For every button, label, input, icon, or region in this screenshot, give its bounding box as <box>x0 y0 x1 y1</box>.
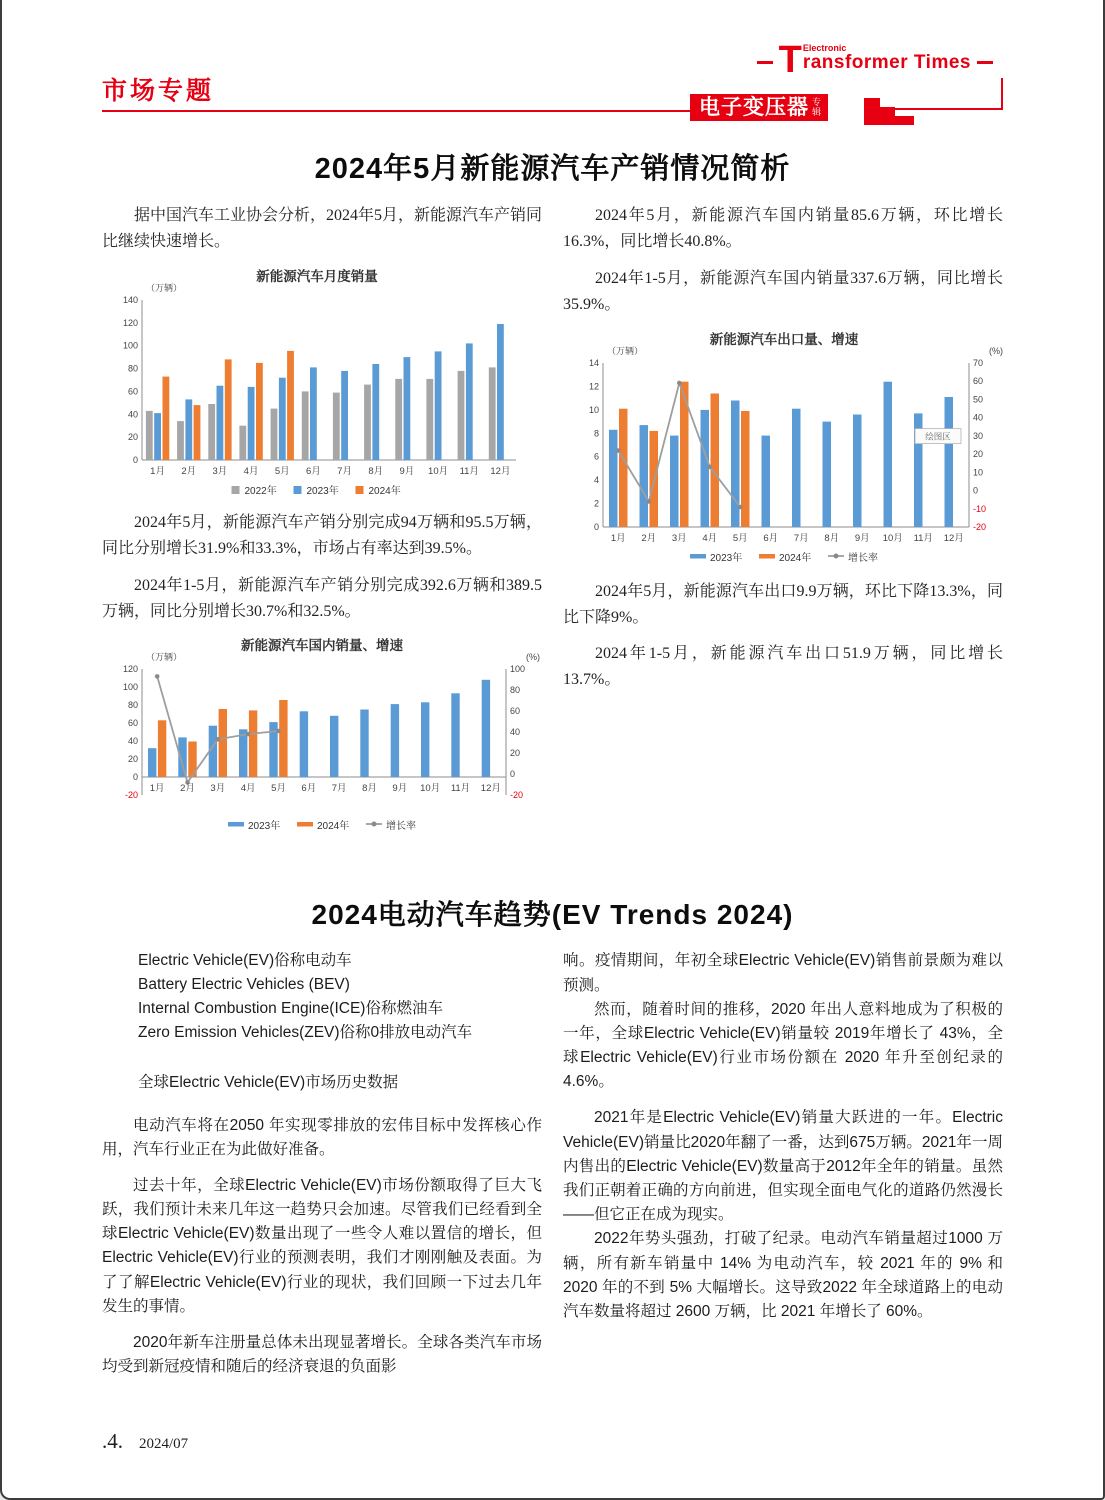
svg-text:11月: 11月 <box>450 783 471 795</box>
svg-text:70: 70 <box>973 357 984 368</box>
svg-text:9月: 9月 <box>854 532 870 544</box>
paragraph: 2021年是Electric Vehicle(EV)销量大跃进的一年。Electric Vehicle(EV)销量比2020年翻了一番，达到675万辆。2021年一周内售出的Electric Vehicle(EV)数量高于2012年全年的销量。虽然我们正朝着正确的方向前进，但实现全面电气化的道路仍然漫长——但它正在成为现实。 <box>563 1109 1003 1224</box>
logo-suffix: 专辑 <box>812 97 822 117</box>
svg-text:（万辆）: （万辆） <box>607 345 644 356</box>
svg-text:10月: 10月 <box>428 465 449 477</box>
svg-text:2022年: 2022年 <box>244 485 277 497</box>
article1-columns <box>102 203 1003 837</box>
definition-line: Zero Emission Vehicles(ZEV)俗称0排放电动汽车 <box>138 1024 473 1042</box>
svg-text:7月: 7月 <box>331 783 347 795</box>
ev-definitions <box>102 949 542 1045</box>
paragraph: 2024年5月，新能源汽车产销分别完成94万辆和95.5万辆，同比分别增长31.9%和33.3%，市场占有率达到39.5%。 <box>102 513 542 557</box>
svg-text:4月: 4月 <box>243 465 259 477</box>
svg-text:10: 10 <box>588 404 599 415</box>
svg-text:100: 100 <box>122 340 138 351</box>
monthly-sales-chart <box>102 266 532 502</box>
svg-text:0: 0 <box>132 454 138 465</box>
svg-text:10月: 10月 <box>420 783 441 795</box>
svg-text:绘图区: 绘图区 <box>925 431 951 442</box>
svg-text:2024年: 2024年 <box>317 821 350 833</box>
svg-text:增长率: 增长率 <box>848 552 878 564</box>
paragraph: 响。疫情期间，年初全球Electric Vehicle(EV)销售前景颇为难以预测。 <box>563 952 1003 994</box>
svg-text:140: 140 <box>122 294 138 305</box>
svg-text:40: 40 <box>510 727 521 738</box>
svg-text:-20: -20 <box>973 521 987 532</box>
section-label: 市场专题 <box>102 77 215 105</box>
svg-text:60: 60 <box>127 386 138 397</box>
svg-text:8: 8 <box>593 427 599 438</box>
svg-text:2024年: 2024年 <box>368 485 401 497</box>
brand-dash-left <box>757 61 773 64</box>
svg-text:14: 14 <box>588 357 599 368</box>
svg-text:-20: -20 <box>124 790 138 801</box>
svg-text:2023年: 2023年 <box>306 485 339 497</box>
page-footer <box>102 1429 188 1454</box>
paragraph: 2024年1-5月，新能源汽车国内销量337.6万辆，同比增长35.9%。 <box>563 269 1003 313</box>
article2-right-column <box>563 949 1003 1391</box>
svg-text:5月: 5月 <box>274 465 290 477</box>
svg-text:2023年: 2023年 <box>710 552 743 564</box>
svg-text:6月: 6月 <box>301 783 317 795</box>
paragraph: 2024年5月，新能源汽车国内销量85.6万辆，环比增长16.3%，同比增长40.8%。 <box>563 207 1003 250</box>
svg-text:增长率: 增长率 <box>386 821 416 833</box>
svg-text:60: 60 <box>510 706 521 717</box>
article2-subhead: 全球Electric Vehicle(EV)市场历史数据 <box>138 1073 399 1091</box>
svg-text:3月: 3月 <box>210 783 226 795</box>
paragraph: 电动汽车将在2050 年实现零排放的宏伟目标中发挥核心作用，汽车行业正在为此做好准备。 <box>102 1116 542 1158</box>
svg-text:新能源汽车国内销量、增速: 新能源汽车国内销量、增速 <box>241 638 403 654</box>
brand-times: ransformer Times <box>802 52 971 73</box>
svg-text:6: 6 <box>593 451 599 462</box>
svg-text:20: 20 <box>127 754 138 765</box>
svg-text:80: 80 <box>510 685 521 696</box>
svg-text:新能源汽车出口量、增速: 新能源汽车出口量、增速 <box>709 331 859 347</box>
brand-initial: T <box>778 39 802 81</box>
definition-line: Electric Vehicle(EV)俗称电动车 <box>138 952 352 970</box>
logo-text: 电子变压器 <box>699 96 809 119</box>
svg-text:100: 100 <box>122 682 138 693</box>
svg-text:2: 2 <box>593 498 599 509</box>
svg-text:3月: 3月 <box>212 465 228 477</box>
svg-text:12月: 12月 <box>480 783 501 795</box>
header-rule-right <box>881 108 1003 110</box>
svg-text:40: 40 <box>127 409 138 420</box>
svg-text:7月: 7月 <box>793 532 809 544</box>
svg-text:10月: 10月 <box>882 532 903 544</box>
paragraph: 过去十年，全球Electric Vehicle(EV)市场份额取得了巨大飞跃，我们预计未来几年这一趋势只会加速。尽管我们已经看到全球Electric Vehicle(EV)数量出现了一些令人难以置信的增长，但Electric Vehicle(EV)行业的预测表明，我们才刚刚触及表面。为了了解Electric Vehicle(EV)行业的现状，我们回顾一下过去几年发生的事情。 <box>102 1176 542 1315</box>
svg-text:20: 20 <box>510 748 521 759</box>
article1-right-column <box>563 203 1003 837</box>
page-number: .4. <box>102 1429 123 1453</box>
svg-text:8月: 8月 <box>368 465 384 477</box>
paragraph: 2024年1-5月，新能源汽车出口51.9万辆，同比增长13.7%。 <box>563 645 1003 689</box>
svg-text:8月: 8月 <box>824 532 840 544</box>
svg-text:50: 50 <box>973 394 984 405</box>
paragraph: 然而，随着时间的推移，2020 年出人意料地成为了积极的一年，全球Electric Vehicle(EV)销量较 2019年增长了 43%，全球Electric Vehicle(EV)行业市场份额在 2020 年升至创纪录的 4.6%。 <box>563 1000 1003 1091</box>
header-rule-left <box>102 110 692 112</box>
header-rule-right-vertical <box>1001 78 1003 110</box>
svg-text:1月: 1月 <box>149 783 165 795</box>
paragraph: 2020年新车注册量总体未出现显著增长。全球各类汽车市场均受到新冠疫情和随后的经济衰退的负面影 <box>102 1333 542 1376</box>
svg-text:11月: 11月 <box>913 532 933 544</box>
page-header <box>102 39 1003 119</box>
svg-text:60: 60 <box>973 375 984 386</box>
svg-text:(%): (%) <box>989 345 1003 356</box>
svg-text:2月: 2月 <box>641 532 657 544</box>
magazine-logo <box>690 94 828 121</box>
article1-title: 2024年5月新能源汽车产销情况简析 <box>314 153 791 185</box>
svg-text:0: 0 <box>973 485 979 496</box>
article2-left-column <box>102 949 542 1391</box>
svg-text:40: 40 <box>127 736 138 747</box>
svg-text:6月: 6月 <box>306 465 321 477</box>
svg-text:12月: 12月 <box>943 532 964 544</box>
paragraph: 2024年1-5月，新能源汽车产销分别完成392.6万辆和389.5万辆，同比分别增长30.7%和32.5%。 <box>102 576 542 620</box>
svg-text:0: 0 <box>510 769 516 780</box>
issue-date: 2024/07 <box>139 1436 189 1452</box>
svg-text:9月: 9月 <box>392 783 408 795</box>
svg-text:-20: -20 <box>510 790 524 801</box>
svg-text:4月: 4月 <box>702 532 718 544</box>
svg-text:2024年: 2024年 <box>779 552 812 564</box>
svg-text:20: 20 <box>973 448 984 459</box>
svg-text:1月: 1月 <box>150 465 165 477</box>
paragraph: 2024年5月，新能源汽车出口9.9万辆，环比下降13.3%，同比下降9%。 <box>563 582 1003 626</box>
svg-text:30: 30 <box>973 430 984 441</box>
brand-electronic: Electronic <box>802 43 847 53</box>
svg-text:80: 80 <box>127 363 138 374</box>
svg-text:2023年: 2023年 <box>248 821 281 833</box>
svg-text:80: 80 <box>127 700 138 711</box>
svg-text:4月: 4月 <box>240 783 256 795</box>
svg-text:4: 4 <box>593 474 599 485</box>
svg-text:1月: 1月 <box>610 532 626 544</box>
paragraph: 2022年势头强劲，打破了纪录。电动汽车销量超过1000 万辆，所有新车销量中 14% 为电动汽车，较 2021 年的 9% 和 2020 年的不到 5% 大幅增长。这导致2022 年全球道路上的电动汽车数量将超过 2600 万辆，比 2021 年增长了 60%。 <box>563 1230 1003 1320</box>
svg-text:3月: 3月 <box>671 532 687 544</box>
logo-steps-icon <box>864 98 914 126</box>
svg-text:8月: 8月 <box>362 783 377 795</box>
svg-text:0: 0 <box>132 772 138 783</box>
svg-text:60: 60 <box>127 718 138 729</box>
export-volume-chart <box>563 329 1005 569</box>
paragraph: 据中国汽车工业协会分析，2024年5月，新能源汽车产销同比继续快速增长。 <box>102 207 543 250</box>
definition-line: Internal Combustion Engine(ICE)俗称燃油车 <box>138 1000 443 1018</box>
svg-text:5月: 5月 <box>271 783 286 795</box>
brand-dash-right <box>977 61 993 64</box>
article2-title: 2024电动汽车趋势(EV Trends 2024) <box>311 899 794 931</box>
svg-text:-10: -10 <box>973 503 987 514</box>
domestic-sales-chart <box>102 635 542 837</box>
svg-text:（万辆）: （万辆） <box>146 652 183 663</box>
svg-text:10: 10 <box>973 466 984 477</box>
brand-lockup <box>757 39 993 81</box>
svg-text:12月: 12月 <box>490 465 511 477</box>
svg-text:20: 20 <box>127 431 138 442</box>
svg-text:7月: 7月 <box>337 465 352 477</box>
article1-left-column <box>102 203 542 837</box>
definition-line: Battery Electric Vehicles (BEV) <box>138 976 350 994</box>
svg-text:9月: 9月 <box>399 465 415 477</box>
svg-text:0: 0 <box>593 521 599 532</box>
svg-text:2月: 2月 <box>180 783 195 795</box>
svg-text:120: 120 <box>122 664 138 675</box>
svg-text:新能源汽车月度销量: 新能源汽车月度销量 <box>256 268 378 284</box>
svg-text:(%): (%) <box>526 652 540 663</box>
svg-text:40: 40 <box>973 412 984 423</box>
article2-columns <box>102 949 1003 1391</box>
svg-text:100: 100 <box>510 664 526 675</box>
svg-text:11月: 11月 <box>459 465 479 477</box>
svg-text:5月: 5月 <box>732 532 748 544</box>
svg-text:6月: 6月 <box>763 532 779 544</box>
svg-text:2月: 2月 <box>181 465 197 477</box>
svg-text:（万辆）: （万辆） <box>146 282 183 293</box>
svg-text:12: 12 <box>588 381 599 392</box>
svg-text:120: 120 <box>122 317 138 328</box>
